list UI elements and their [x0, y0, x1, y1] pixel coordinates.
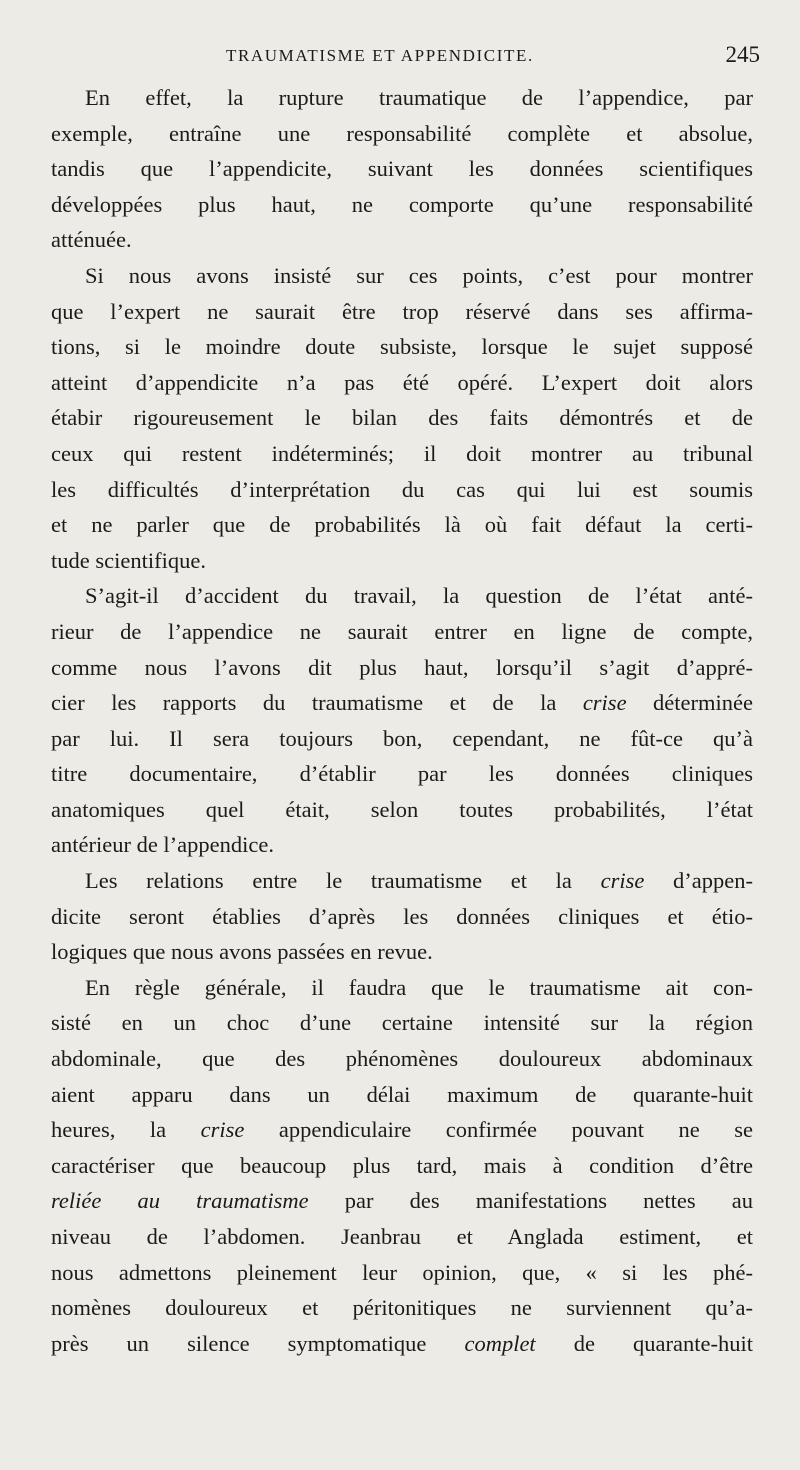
text-line: heures, la crise appendiculaire confirmée pouvant ne se: [51, 1117, 753, 1143]
text-line: et ne parler que de probabilités là où fait défaut la certi-: [51, 512, 753, 538]
text-line: aient apparu dans un délai maximum de quarante-huit: [51, 1081, 753, 1107]
text-line: comme nous l’avons dit plus haut, lorsqu’il s’agit d’appré-: [51, 654, 753, 680]
text-line: par lui. Il sera toujours bon, cependant, ne fût-ce qu’à: [51, 725, 753, 751]
text-line: près un silence symptomatique complet de quarante-huit: [51, 1330, 753, 1356]
text-line: En effet, la rupture traumatique de l’appendice, par: [85, 85, 753, 110]
text-line: Si nous avons insisté sur ces points, c’est pour montrer: [85, 262, 753, 288]
paragraph: [51, 970, 753, 1362]
paragraph: [51, 258, 753, 578]
text-line: caractériser que beaucoup plus tard, mais à condition d’être: [51, 1152, 753, 1178]
text-line: tions, si le moindre doute subsiste, lorsque le sujet supposé: [51, 334, 753, 360]
paragraph: [51, 80, 753, 258]
page-body: [51, 80, 753, 1361]
text-line: S’agit-il d’accident du travail, la question de l’état anté-: [85, 583, 753, 609]
text-line: En règle générale, il faudra que le traumatisme ait con-: [85, 974, 753, 1000]
paragraph: [51, 863, 753, 970]
text-line: antérieur de l’appendice.: [51, 832, 275, 858]
text-line: rieur de l’appendice ne saurait entrer en ligne de compte,: [51, 618, 753, 644]
text-line: niveau de l’abdomen. Jeanbrau et Anglada estiment, et: [51, 1224, 753, 1249]
text-line: sisté en un choc d’une certaine intensité sur la région: [51, 1010, 753, 1036]
text-line: exemple, entraîne une responsabilité complète et absolue,: [51, 120, 753, 146]
page-header: [0, 40, 800, 74]
text-line: développées plus haut, ne comporte qu’une responsabilité: [51, 191, 753, 217]
page-number: 245: [725, 42, 760, 67]
text-line: atténuée.: [51, 227, 132, 253]
text-line: abdominale, que des phénomènes douloureux abdominaux: [51, 1046, 753, 1072]
running-head: TRAUMATISME ET APPENDICITE.: [226, 46, 534, 65]
text-line: tude scientifique.: [51, 547, 206, 573]
text-line: tandis que l’appendicite, suivant les données scientifiques: [51, 156, 753, 182]
text-line: Les relations entre le traumatisme et la crise d’appen-: [85, 868, 753, 894]
text-line: cier les rapports du traumatisme et de la crise déterminée: [51, 690, 753, 716]
text-line: étabir rigoureusement le bilan des faits démontrés et de: [51, 405, 753, 431]
text-line: nomènes douloureux et péritonitiques ne surviennent qu’a-: [51, 1295, 753, 1321]
text-line: anatomiques quel était, selon toutes probabilités, l’état: [51, 796, 753, 822]
text-line: logiques que nous avons passées en revue.: [51, 939, 433, 965]
text-line: reliée au traumatisme par des manifestations nettes au: [51, 1188, 753, 1214]
text-line: que l’expert ne saurait être trop réservé dans ses affirma-: [51, 298, 753, 324]
text-line: nous admettons pleinement leur opinion, que, « si les phé-: [51, 1259, 753, 1285]
paragraph: [51, 578, 753, 863]
text-line: atteint d’appendicite n’a pas été opéré. L’expert doit alors: [51, 369, 753, 395]
text-line: dicite seront établies d’après les données cliniques et étio-: [51, 903, 753, 929]
text-line: ceux qui restent indéterminés; il doit montrer au tribunal: [51, 440, 753, 466]
text-line: titre documentaire, d’établir par les données cliniques: [51, 761, 753, 787]
text-line: les difficultés d’interprétation du cas qui lui est soumis: [51, 476, 753, 502]
